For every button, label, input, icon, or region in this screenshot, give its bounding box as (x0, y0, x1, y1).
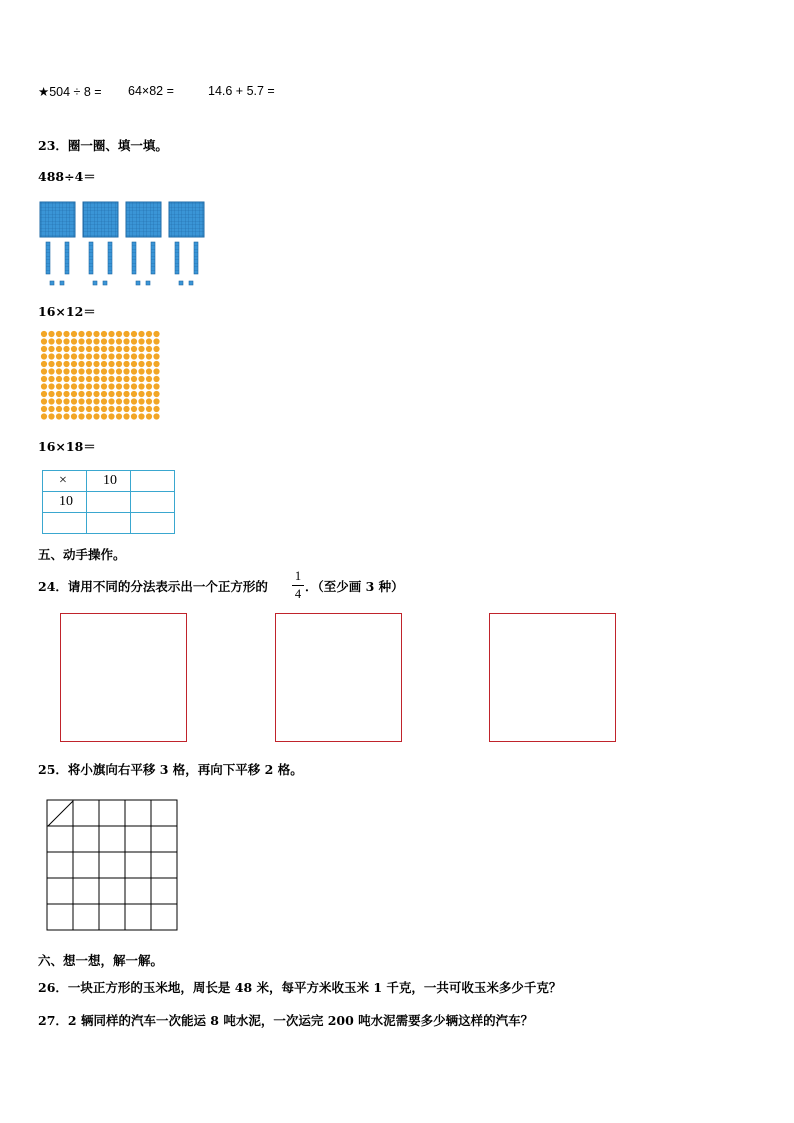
dot (41, 361, 47, 367)
dot (78, 346, 84, 352)
dot (101, 353, 107, 359)
dot (41, 346, 47, 352)
dot (131, 383, 137, 389)
dot (123, 338, 129, 344)
dot (86, 406, 92, 412)
dot (131, 331, 137, 337)
dot (71, 398, 77, 404)
grid-lines (47, 800, 177, 930)
dot (63, 398, 69, 404)
dot (93, 353, 99, 359)
dot (146, 361, 152, 367)
dot (101, 398, 107, 404)
table-cell[interactable] (131, 492, 175, 513)
dot (153, 338, 159, 344)
dot (63, 331, 69, 337)
dot (63, 361, 69, 367)
dot (101, 391, 107, 397)
dot (131, 353, 137, 359)
dot (146, 368, 152, 374)
dot (48, 406, 54, 412)
dot (93, 331, 99, 337)
dot (48, 383, 54, 389)
dot (63, 353, 69, 359)
dot (123, 361, 129, 367)
dot (146, 346, 152, 352)
dot (56, 361, 62, 367)
dot (86, 353, 92, 359)
dot (78, 376, 84, 382)
dot (153, 361, 159, 367)
dot (138, 413, 144, 419)
dot (93, 361, 99, 367)
dot (101, 346, 107, 352)
dot (153, 383, 159, 389)
dot (93, 368, 99, 374)
dot (93, 413, 99, 419)
base-ten-blocks-figure (38, 200, 208, 290)
dot (93, 376, 99, 382)
q23-title: 23．圈一圈、填一填。 (38, 138, 168, 153)
dot (138, 361, 144, 367)
dot (108, 406, 114, 412)
dot (153, 346, 159, 352)
dot (108, 413, 114, 419)
dot (153, 376, 159, 382)
dot (63, 391, 69, 397)
dot (86, 391, 92, 397)
table-cell[interactable] (87, 513, 131, 534)
dot (101, 338, 107, 344)
dot (108, 346, 114, 352)
dot (41, 331, 47, 337)
dot (78, 406, 84, 412)
dot (153, 368, 159, 374)
dot (153, 353, 159, 359)
table-cell: 10 (87, 471, 131, 492)
fraction-numerator: 1 (294, 569, 302, 583)
dot (116, 368, 122, 374)
dot (86, 331, 92, 337)
dot (138, 331, 144, 337)
dot (56, 383, 62, 389)
dot (48, 391, 54, 397)
calc-item-3: 14.6 + 5.7 = (208, 84, 275, 98)
dot (93, 406, 99, 412)
dot (86, 361, 92, 367)
dot (78, 368, 84, 374)
dot (41, 398, 47, 404)
dot (71, 338, 77, 344)
dot (41, 391, 47, 397)
dot (48, 376, 54, 382)
dot (71, 331, 77, 337)
dot (116, 353, 122, 359)
dot (63, 413, 69, 419)
dot (123, 368, 129, 374)
dot (138, 368, 144, 374)
table-cell[interactable] (43, 513, 87, 534)
dot (93, 346, 99, 352)
dot (48, 413, 54, 419)
dot (78, 383, 84, 389)
dot (86, 383, 92, 389)
dot (71, 406, 77, 412)
dot (71, 383, 77, 389)
dot (71, 361, 77, 367)
dot (123, 391, 129, 397)
dot (123, 413, 129, 419)
dot (48, 346, 54, 352)
dot (48, 353, 54, 359)
dot (101, 383, 107, 389)
dot (101, 368, 107, 374)
flag-icon (48, 801, 73, 826)
square-drawing-area-3[interactable] (489, 613, 616, 742)
dot (41, 376, 47, 382)
dot (101, 406, 107, 412)
dot (56, 406, 62, 412)
dot (63, 346, 69, 352)
dot (138, 406, 144, 412)
dot (101, 331, 107, 337)
dot (153, 406, 159, 412)
dot (116, 413, 122, 419)
dot (63, 338, 69, 344)
dot (116, 406, 122, 412)
q23-eq1: 488÷4＝ (38, 169, 96, 184)
dot (123, 331, 129, 337)
dot (116, 361, 122, 367)
dot (131, 361, 137, 367)
dot (63, 376, 69, 382)
dot (56, 413, 62, 419)
dot (56, 353, 62, 359)
translation-grid[interactable] (46, 799, 180, 933)
dot (48, 338, 54, 344)
dot (101, 413, 107, 419)
dot (93, 391, 99, 397)
dot (63, 368, 69, 374)
dot (48, 398, 54, 404)
square-drawing-area-2[interactable] (275, 613, 402, 742)
dot (41, 353, 47, 359)
dot (56, 338, 62, 344)
dot (86, 376, 92, 382)
hundred-flat-4 (169, 202, 204, 237)
dot (108, 361, 114, 367)
dot (131, 413, 137, 419)
table-cell[interactable] (87, 492, 131, 513)
dot (146, 383, 152, 389)
dot (146, 391, 152, 397)
q24-text-before: 24．请用不同的分法表示出一个正方形的 (38, 579, 268, 594)
dot (146, 376, 152, 382)
dot (86, 346, 92, 352)
dot (48, 361, 54, 367)
dot (71, 376, 77, 382)
dot (108, 338, 114, 344)
fraction-bar (292, 585, 304, 586)
dot (131, 391, 137, 397)
dot (56, 346, 62, 352)
hundred-flat-3 (126, 202, 161, 237)
dot (86, 398, 92, 404)
dot (86, 413, 92, 419)
dot (41, 406, 47, 412)
dot (116, 338, 122, 344)
dot (131, 406, 137, 412)
dot (56, 368, 62, 374)
calc-item-2: 64×82 = (128, 84, 174, 98)
dot (131, 346, 137, 352)
table-cell[interactable] (131, 471, 175, 492)
dot (108, 331, 114, 337)
dot-array (41, 331, 160, 420)
dot (71, 391, 77, 397)
dot (108, 391, 114, 397)
dot (116, 331, 122, 337)
dot (131, 368, 137, 374)
dot (71, 346, 77, 352)
dot (78, 398, 84, 404)
dot (116, 383, 122, 389)
q24-fraction (292, 569, 304, 602)
multiplication-grid-table (42, 470, 175, 534)
hundred-flat-2 (83, 202, 118, 237)
dot (146, 338, 152, 344)
calc-item-1: ★504 ÷ 8 = (38, 85, 102, 99)
table-row (43, 471, 175, 492)
dot (93, 398, 99, 404)
dot (131, 338, 137, 344)
dot (153, 331, 159, 337)
dot (146, 353, 152, 359)
table-row (43, 492, 175, 513)
dot (108, 368, 114, 374)
dot (56, 391, 62, 397)
table-cell: × (43, 471, 87, 492)
dot (78, 413, 84, 419)
dot (146, 413, 152, 419)
dot (48, 331, 54, 337)
dot (78, 338, 84, 344)
q25-title: 25．将小旗向右平移 3 格，再向下平移 2 格。 (38, 762, 303, 777)
dot (108, 376, 114, 382)
dot (116, 376, 122, 382)
dot (123, 376, 129, 382)
ten-rods (46, 242, 198, 274)
dot (138, 353, 144, 359)
dot (138, 383, 144, 389)
dot (93, 338, 99, 344)
fraction-denominator: 4 (294, 587, 302, 601)
dot (108, 383, 114, 389)
dot (146, 406, 152, 412)
dot (153, 391, 159, 397)
dot (123, 353, 129, 359)
dot (116, 346, 122, 352)
dot (48, 368, 54, 374)
dot (78, 331, 84, 337)
q24-text-after: ．（至少画 3 种） (305, 579, 404, 594)
dot (123, 398, 129, 404)
dot (56, 398, 62, 404)
dot-array-figure (40, 330, 162, 422)
dot (56, 331, 62, 337)
dot (153, 413, 159, 419)
dot (131, 376, 137, 382)
q27-text: 27．2 辆同样的汽车一次能运 8 吨水泥，一次运完 200 吨水泥需要多少辆这样的汽车？ (38, 1013, 534, 1028)
table-cell[interactable] (131, 513, 175, 534)
dot (138, 346, 144, 352)
dot (138, 398, 144, 404)
dot (101, 361, 107, 367)
dot (138, 391, 144, 397)
hundred-flat-1 (40, 202, 75, 237)
dot (78, 353, 84, 359)
dot (78, 361, 84, 367)
dot (146, 398, 152, 404)
dot (78, 391, 84, 397)
dot (138, 338, 144, 344)
unit-cubes (50, 281, 193, 285)
section-6-title: 六、想一想，解一解。 (38, 953, 164, 968)
dot (41, 383, 47, 389)
dot (101, 376, 107, 382)
dot (123, 406, 129, 412)
dot (123, 383, 129, 389)
dot (108, 398, 114, 404)
dot (41, 338, 47, 344)
section-5-title: 五、动手操作。 (38, 547, 126, 562)
dot (71, 368, 77, 374)
dot (138, 376, 144, 382)
dot (131, 398, 137, 404)
square-drawing-area-1[interactable] (60, 613, 187, 742)
dot (41, 368, 47, 374)
dot (71, 413, 77, 419)
dot (116, 391, 122, 397)
dot (86, 368, 92, 374)
dot (108, 353, 114, 359)
dot (116, 398, 122, 404)
q26-text: 26．一块正方形的玉米地，周长是 48 米，每平方米收玉米 1 千克，一共可收玉米多少千克？ (38, 980, 562, 995)
dot (41, 413, 47, 419)
q23-eq3: 16×18＝ (38, 439, 96, 454)
q23-eq2: 16×12＝ (38, 304, 96, 319)
dot (93, 383, 99, 389)
dot (63, 383, 69, 389)
dot (63, 406, 69, 412)
dot (71, 353, 77, 359)
dot (56, 376, 62, 382)
table-cell: 10 (43, 492, 87, 513)
table-row (43, 513, 175, 534)
dot (123, 346, 129, 352)
dot (153, 398, 159, 404)
dot (146, 331, 152, 337)
dot (86, 338, 92, 344)
